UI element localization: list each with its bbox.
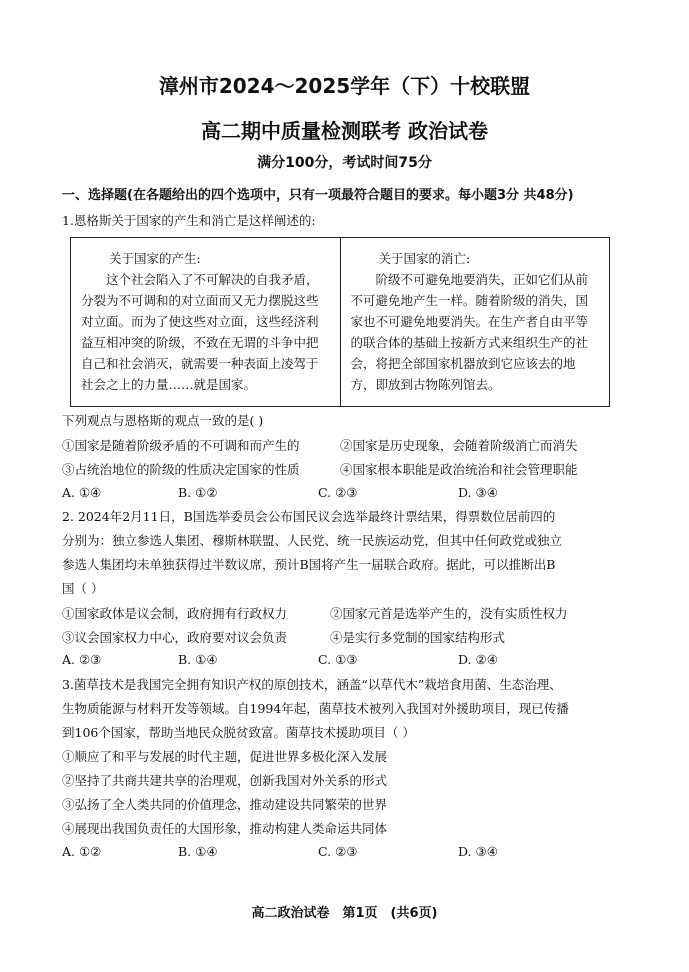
q2-stem-line3: 参选人集团均未单独获得过半数议席，预计B国将产生一届联合政府。据此，可以推断出B bbox=[62, 557, 556, 572]
q1-quote-left-text: 这个社会陷入了不可解决的自我矛盾，分裂为不可调和的对立面而又无力摆脱这些对立面。而为了使这些对立面，这些经济利益互相冲突的阶级，不致在无谓的斗争中把自己和社会消灭，就需要一种表面上凌驾于社会之上的力量……就是国家。 bbox=[81, 272, 319, 392]
q3-statement-2: ②坚持了共商共建共享的治理观，创新我国对外关系的形式 bbox=[62, 773, 388, 788]
q1-statement-2: ②国家是历史现象，会随着阶级消亡而消失 bbox=[340, 438, 578, 453]
q3-stem-line2: 生物质能源与材料开发等领域。自1994年起，菌草技术被列入我国对外援助项目，现已传播 bbox=[62, 701, 569, 716]
section-heading bbox=[62, 184, 662, 203]
exam-title-line1: 漳州市2024～2025学年（下）十校联盟 bbox=[158, 74, 531, 98]
q3-option-d: D. ③④ bbox=[458, 844, 498, 859]
q2-stem-line2: 分别为：独立参选人集团、穆斯林联盟、人民党、统一民族运动党，但其中任何政党或独立 bbox=[62, 533, 563, 548]
q1-prompt: 下列观点与恩格斯的观点一致的是( ) bbox=[62, 413, 264, 428]
q1-option-d: D. ③④ bbox=[458, 485, 498, 500]
q1-option-c: C. ②③ bbox=[318, 485, 358, 500]
page-footer: 高二政治试卷 第1页 (共6页) bbox=[251, 906, 438, 921]
q1-statement-3: ③占统治地位的阶级的性质决定国家的性质 bbox=[62, 462, 300, 477]
q1-statement-4: ④国家根本职能是政治统治和社会管理职能 bbox=[340, 462, 578, 477]
section-label: 一、选择题 bbox=[62, 188, 128, 203]
exam-title-line2: 高二期中质量检测联考 政治试卷 bbox=[201, 119, 488, 143]
q1-quote-right-text: 阶级不可避免地要消失，正如它们从前不可避免地产生一样。随着阶级的消失，国家也不可避免地要消失。在生产者自由平等的联合体的基础上按新方式来组织生产的社会，将把全部国家机器放到它应该去的地方，即放到古物陈列馆去。 bbox=[350, 272, 589, 392]
q1-quote-right-title: 关于国家的消亡: bbox=[378, 251, 471, 266]
q3-statement-1: ①顺应了和平与发展的时代主题，促进世界多极化深入发展 bbox=[62, 749, 388, 764]
q2-option-d: D. ②④ bbox=[458, 652, 498, 667]
q2-stem-line1: 2. 2024年2月11日，B国选举委员会公布国民议会选举最终计票结果，得票数位居前四的 bbox=[62, 509, 556, 524]
q1-quote-left-title: 关于国家的产生: bbox=[109, 251, 201, 266]
q3-stem-line3: 到106个国家，帮助当地民众脱贫致富。菌草技术援助项目（ ） bbox=[62, 725, 415, 740]
q1-option-b: B. ①② bbox=[178, 485, 218, 500]
q1-stem: 1.恩格斯关于国家的产生和消亡是这样阐述的: bbox=[62, 213, 316, 228]
q3-option-c: C. ②③ bbox=[318, 844, 358, 859]
q1-quote-table bbox=[70, 237, 610, 407]
q2-statement-3: ③议会国家权力中心，政府要对议会负责 bbox=[62, 630, 288, 645]
q2-option-c: C. ①③ bbox=[318, 652, 358, 667]
exam-subtitle: 满分100分，考试时间75分 bbox=[257, 155, 432, 171]
q3-option-a: A. ①② bbox=[62, 844, 102, 859]
q1-option-a: A. ①④ bbox=[62, 485, 102, 500]
q1-quote-left bbox=[71, 238, 340, 406]
q3-statement-3: ③弘扬了全人类共同的价值理念，推动建设共同繁荣的世界 bbox=[62, 797, 388, 812]
q2-option-b: B. ①④ bbox=[178, 652, 218, 667]
q1-quote-right bbox=[340, 238, 610, 406]
q2-statement-1: ①国家政体是议会制，政府拥有行政权力 bbox=[62, 606, 288, 621]
q3-stem-line1: 3.菌草技术是我国完全拥有知识产权的原创技术，涵盖“以草代木”栽培食用菌、生态治理、 bbox=[62, 677, 562, 692]
q1-statement-1: ①国家是随着阶级矛盾的不可调和而产生的 bbox=[62, 438, 300, 453]
q2-stem-line4: 国（ ） bbox=[62, 581, 104, 596]
q3-statement-4: ④展现出我国负责任的大国形象，推动构建人类命运共同体 bbox=[62, 821, 388, 836]
q2-option-a: A. ②③ bbox=[62, 652, 102, 667]
q3-option-b: B. ①④ bbox=[178, 844, 218, 859]
section-desc: (在各题给出的四个选项中，只有一项最符合题目的要求。每小题3分 共48分) bbox=[127, 188, 574, 203]
q2-statement-4: ④是实行多党制的国家结构形式 bbox=[330, 630, 506, 645]
q2-statement-2: ②国家元首是选举产生的，没有实质性权力 bbox=[330, 606, 568, 621]
